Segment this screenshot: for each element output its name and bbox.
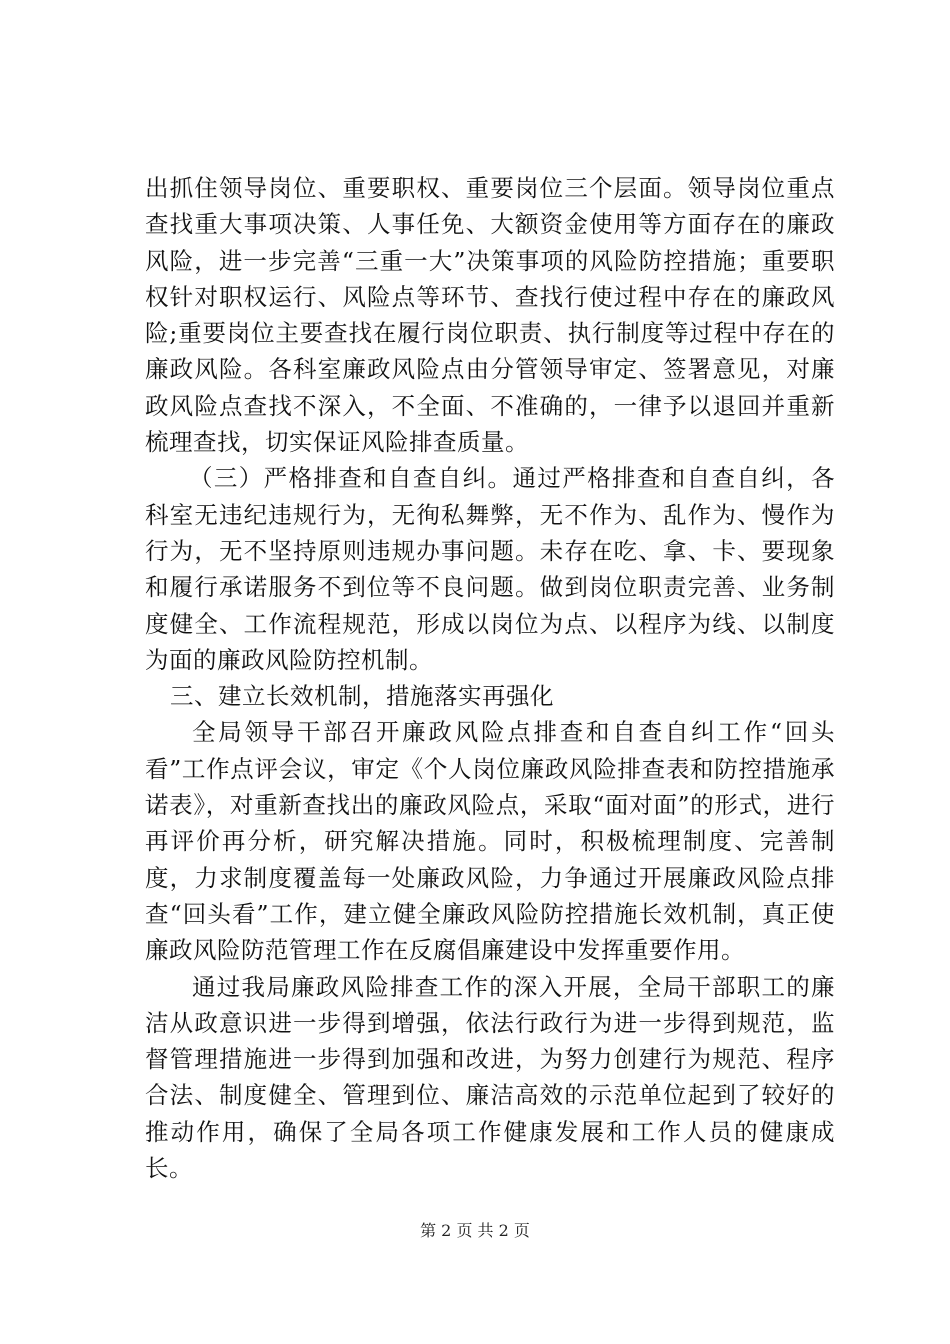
paragraph-conclusion: 通过我局廉政风险排查工作的深入开展，全局干部职工的廉洁从政意识进一步得到增强，依法行政行为进一步得到规范，监督管理措施进一步得到加强和改进，为努力创建行为规范、程序合法、制度健全、管理到位、廉洁高效的示范单位起到了较好的推动作用，确保了全局各项工作健康发展和工作人员的健康成长。 — [145, 972, 835, 1183]
paragraph-review-meeting: 全局领导干部召开廉政风险点排查和自查自纠工作“回头看”工作点评会议，审定《个人岗位廉政风险排查表和防控措施承诺表》，对重新查找出的廉政风险点，采取“面对面”的形式，进行再评价再分析，研究解决措施。同时，积极梳理制度、完善制度，力求制度覆盖每一处廉政风险，力争通过开展廉政风险点排查“回头看”工作，建立健全廉政风险防控措施长效机制，真正使廉政风险防范管理工作在反腐倡廉建设中发挥重要作用。 — [145, 718, 835, 965]
page-number-footer: 第 2 页 共 2 页 — [420, 1221, 530, 1240]
section-heading-long-term-mechanism: 三、建立长效机制，措施落实再强化 — [170, 682, 554, 711]
document-body — [145, 170, 835, 1186]
paragraph-continuation: 出抓住领导岗位、重要职权、重要岗位三个层面。领导岗位重点查找重大事项决策、人事任免、大额资金使用等方面存在的廉政风险，进一步完善“三重一大”决策事项的风险防控措施；重要职权针对职权运行、风险点等环节、查找行使过程中存在的廉政风险;重要岗位主要查找在履行岗位职责、执行制度等过程中存在的廉政风险。各科室廉政风险点由分管领导审定、签署意见，对廉政风险点查找不深入，不全面、不准确的，一律予以退回并重新梳理查找，切实保证风险排查质量。 — [145, 174, 835, 457]
paragraph-section-3-strict-check: （三）严格排查和自查自纠。通过严格排查和自查自纠，各科室无违纪违规行为，无徇私舞弊，无不作为、乱作为、慢作为行为，无不坚持原则违规办事问题。未存在吃、拿、卡、要现象和履行承诺服务不到位等不良问题。做到岗位职责完善、业务制度健全、工作流程规范，形成以岗位为点、以程序为线、以制度为面的廉政风险防控机制。 — [145, 464, 835, 674]
